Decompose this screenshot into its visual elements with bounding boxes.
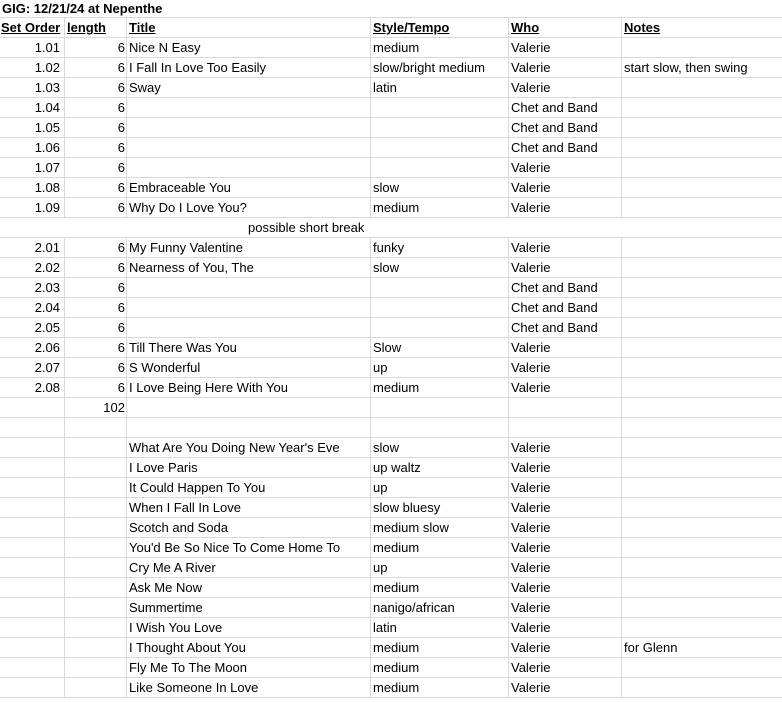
length-cell[interactable] [65,418,127,437]
length-cell[interactable] [65,478,127,497]
set-order-cell[interactable] [0,538,65,557]
who-cell[interactable]: Valerie [509,598,622,617]
style-tempo-cell[interactable] [371,318,509,337]
who-cell[interactable]: Valerie [509,618,622,637]
set-order-cell[interactable] [0,218,65,237]
set-order-cell[interactable]: 1.03 [0,78,65,97]
title-cell[interactable]: What Are You Doing New Year's Eve [127,438,371,457]
who-cell[interactable] [509,218,622,237]
notes-cell[interactable] [622,318,782,337]
set-order-cell[interactable] [0,478,65,497]
style-tempo-cell[interactable]: latin [371,618,509,637]
title-cell[interactable]: Fly Me To The Moon [127,658,371,677]
notes-cell[interactable] [622,138,782,157]
who-cell[interactable]: Valerie [509,438,622,457]
gig-title-cell[interactable]: GIG: 12/21/24 at Nepenthe [0,0,782,18]
length-cell[interactable] [65,598,127,617]
notes-cell[interactable] [622,558,782,577]
style-tempo-cell[interactable] [371,418,509,437]
who-cell[interactable]: Valerie [509,678,622,697]
who-cell[interactable]: Chet and Band [509,118,622,137]
length-cell[interactable]: 6 [65,358,127,377]
who-cell[interactable]: Chet and Band [509,138,622,157]
table-row [0,278,782,298]
title-cell[interactable]: When I Fall In Love [127,498,371,517]
title-cell[interactable]: Embraceable You [127,178,371,197]
set-order-cell[interactable]: 2.08 [0,378,65,397]
who-cell[interactable]: Valerie [509,178,622,197]
set-order-cell[interactable]: 1.07 [0,158,65,177]
header-style-tempo[interactable]: Style/Tempo [371,18,509,37]
length-cell[interactable]: 6 [65,238,127,257]
who-cell[interactable]: Valerie [509,158,622,177]
length-cell[interactable]: 6 [65,118,127,137]
table-row [0,238,782,258]
style-tempo-cell[interactable] [371,158,509,177]
length-cell[interactable] [65,498,127,517]
style-tempo-cell[interactable] [371,138,509,157]
title-cell[interactable] [127,298,371,317]
table-row [0,98,782,118]
notes-cell[interactable] [622,98,782,117]
length-cell[interactable] [65,678,127,697]
title-cell[interactable]: Till There Was You [127,338,371,357]
who-cell[interactable]: Valerie [509,558,622,577]
title-cell[interactable]: I Wish You Love [127,618,371,637]
who-cell[interactable]: Valerie [509,198,622,217]
length-cell[interactable]: 6 [65,138,127,157]
length-cell[interactable]: 6 [65,278,127,297]
set-order-cell[interactable] [0,618,65,637]
notes-cell[interactable] [622,518,782,537]
notes-cell[interactable] [622,298,782,317]
table-row [0,378,782,398]
notes-cell[interactable] [622,598,782,617]
who-cell[interactable] [509,418,622,437]
length-cell[interactable] [65,638,127,657]
style-tempo-cell[interactable] [371,218,509,237]
set-order-cell[interactable]: 1.05 [0,118,65,137]
title-cell[interactable] [127,138,371,157]
notes-cell[interactable] [622,38,782,57]
length-cell[interactable]: 6 [65,318,127,337]
table-row [0,398,782,418]
set-order-cell[interactable] [0,438,65,457]
who-cell[interactable]: Chet and Band [509,298,622,317]
title-cell[interactable]: Cry Me A River [127,558,371,577]
length-cell[interactable]: 6 [65,258,127,277]
style-tempo-cell[interactable]: medium [371,678,509,697]
notes-cell[interactable] [622,178,782,197]
who-cell[interactable]: Chet and Band [509,318,622,337]
table-row [0,338,782,358]
table-row [0,198,782,218]
set-order-cell[interactable]: 1.04 [0,98,65,117]
set-order-cell[interactable]: 2.01 [0,238,65,257]
set-order-cell[interactable]: 1.08 [0,178,65,197]
table-row [0,518,782,538]
table-row [0,438,782,458]
style-tempo-cell[interactable]: medium [371,578,509,597]
title-cell[interactable] [127,118,371,137]
set-order-cell[interactable] [0,658,65,677]
style-tempo-cell[interactable]: medium slow [371,518,509,537]
notes-cell[interactable]: start slow, then swing [624,60,748,75]
style-tempo-cell[interactable]: up [371,478,509,497]
notes-cell[interactable] [622,158,782,177]
title-cell[interactable]: My Funny Valentine [127,238,371,257]
title-cell[interactable]: Scotch and Soda [127,518,371,537]
notes-cell[interactable] [622,678,782,697]
table-row [0,418,782,438]
length-cell[interactable]: 6 [65,338,127,357]
header-length[interactable]: length [65,18,127,37]
who-cell[interactable]: Valerie [509,58,622,77]
style-tempo-cell[interactable]: slow [371,178,509,197]
style-tempo-cell[interactable] [371,278,509,297]
table-row [0,58,782,78]
who-cell[interactable]: Valerie [509,518,622,537]
title-cell[interactable]: Summertime [127,598,371,617]
length-cell[interactable]: 102 [65,398,127,417]
length-cell[interactable]: 6 [65,38,127,57]
title-cell[interactable]: S Wonderful [127,358,371,377]
length-cell[interactable]: 6 [65,78,127,97]
style-tempo-cell[interactable] [371,398,509,417]
style-tempo-cell[interactable]: slow [371,258,509,277]
who-cell[interactable]: Valerie [509,358,622,377]
style-tempo-cell[interactable]: up [371,558,509,577]
table-row [0,158,782,178]
style-tempo-cell[interactable]: Slow [371,338,509,357]
style-tempo-cell[interactable]: funky [371,238,509,257]
length-cell[interactable]: 6 [65,158,127,177]
style-tempo-cell[interactable]: medium [371,538,509,557]
who-cell[interactable] [509,398,622,417]
length-cell[interactable] [65,658,127,677]
title-cell[interactable] [127,418,371,437]
table-row [0,658,782,678]
notes-cell[interactable] [622,498,782,517]
who-cell[interactable]: Chet and Band [509,278,622,297]
table-row [0,478,782,498]
title-cell[interactable]: It Could Happen To You [127,478,371,497]
notes-cell[interactable] [622,218,782,237]
length-cell[interactable] [65,618,127,637]
title-cell[interactable]: I Fall In Love Too Easily [127,58,371,77]
length-cell[interactable] [65,218,127,237]
style-tempo-cell[interactable]: medium [371,38,509,57]
who-cell[interactable]: Valerie [509,338,622,357]
header-row [0,18,782,38]
break-label: possible short break [248,220,365,235]
length-cell[interactable] [65,578,127,597]
notes-cell[interactable] [622,258,782,277]
table-row [0,318,782,338]
who-cell[interactable]: Valerie [509,658,622,677]
notes-cell[interactable] [622,478,782,497]
title-cell[interactable] [127,318,371,337]
table-row [0,498,782,518]
set-order-cell[interactable] [0,578,65,597]
length-cell[interactable]: 6 [65,178,127,197]
length-cell[interactable] [65,438,127,457]
who-cell[interactable]: Valerie [509,258,622,277]
set-order-cell[interactable]: 2.05 [0,318,65,337]
style-tempo-cell[interactable]: up [371,358,509,377]
length-cell[interactable] [65,538,127,557]
who-cell[interactable]: Valerie [509,238,622,257]
style-tempo-cell[interactable]: medium [371,378,509,397]
style-tempo-cell[interactable]: slow bluesy [371,498,509,517]
table-row [0,298,782,318]
set-order-cell[interactable] [0,498,65,517]
title-cell[interactable]: I Love Being Here With You [127,378,371,397]
break-row [0,218,782,238]
header-notes[interactable]: Notes [624,20,661,35]
title-cell[interactable] [127,158,371,177]
who-cell[interactable]: Valerie [509,578,622,597]
table-row [0,558,782,578]
title-cell[interactable] [127,98,371,117]
notes-cell[interactable] [622,398,782,417]
set-order-cell[interactable] [0,638,65,657]
style-tempo-cell[interactable]: latin [371,78,509,97]
header-set-order[interactable]: Set Order [0,18,65,37]
title-cell[interactable]: Like Someone In Love [127,678,371,697]
length-cell[interactable]: 6 [65,98,127,117]
table-row [0,458,782,478]
table-row [0,358,782,378]
who-cell[interactable]: Valerie [509,38,622,57]
set-order-cell[interactable] [0,518,65,537]
notes-cell[interactable] [622,658,782,677]
notes-cell[interactable] [622,418,782,437]
set-order-cell[interactable] [0,418,65,437]
title-cell[interactable]: I Love Paris [127,458,371,477]
style-tempo-cell[interactable]: slow [371,438,509,457]
who-cell[interactable]: Valerie [509,458,622,477]
set-order-cell[interactable] [0,678,65,697]
set-order-cell[interactable]: 2.07 [0,358,65,377]
length-cell[interactable] [65,558,127,577]
set-order-cell[interactable]: 2.03 [0,278,65,297]
style-tempo-cell[interactable] [371,98,509,117]
table-row [0,38,782,58]
set-order-cell[interactable] [0,458,65,477]
header-who[interactable]: Who [509,18,622,37]
set-order-cell[interactable]: 2.06 [0,338,65,357]
title-cell[interactable] [127,278,371,297]
length-cell[interactable]: 6 [65,198,127,217]
title-cell[interactable] [127,398,371,417]
length-cell[interactable] [65,518,127,537]
notes-cell[interactable] [622,238,782,257]
style-tempo-cell[interactable] [371,118,509,137]
who-cell[interactable]: Valerie [509,638,622,657]
notes-cell[interactable] [622,538,782,557]
who-cell[interactable]: Valerie [509,478,622,497]
title-cell[interactable]: Nearness of You, The [127,258,371,277]
table-row [0,178,782,198]
table-row [0,78,782,98]
title-cell[interactable]: You'd Be So Nice To Come Home To [127,538,371,557]
notes-cell[interactable]: for Glenn [624,640,678,655]
notes-cell[interactable] [622,338,782,357]
style-tempo-cell[interactable] [371,298,509,317]
notes-cell[interactable] [622,118,782,137]
title-cell[interactable]: Sway [127,78,371,97]
title-cell[interactable]: I Thought About You [127,638,371,657]
who-cell[interactable]: Valerie [509,498,622,517]
style-tempo-cell[interactable]: medium [371,638,509,657]
title-cell[interactable]: Why Do I Love You? [127,198,371,217]
notes-cell[interactable] [622,438,782,457]
notes-cell[interactable] [622,358,782,377]
table-row [0,138,782,158]
table-row [0,638,782,658]
table-row [0,678,782,698]
header-title[interactable]: Title [127,18,371,37]
table-row [0,598,782,618]
title-cell[interactable]: Nice N Easy [127,38,371,57]
length-cell[interactable]: 6 [65,298,127,317]
set-order-cell[interactable]: 1.06 [0,138,65,157]
set-order-cell[interactable]: 1.09 [0,198,65,217]
notes-cell[interactable] [622,78,782,97]
set-order-cell[interactable]: 2.04 [0,298,65,317]
style-tempo-cell[interactable]: nanigo/african [371,598,509,617]
notes-cell[interactable] [622,458,782,477]
style-tempo-cell[interactable]: up waltz [371,458,509,477]
length-cell[interactable]: 6 [65,378,127,397]
style-tempo-cell[interactable]: medium [371,658,509,677]
notes-cell[interactable] [622,618,782,637]
who-cell[interactable]: Valerie [509,538,622,557]
set-order-cell[interactable]: 1.02 [0,58,65,77]
table-row [0,618,782,638]
table-row [0,538,782,558]
notes-cell[interactable] [622,278,782,297]
set-order-cell[interactable] [0,398,65,417]
set-order-cell[interactable] [0,598,65,617]
style-tempo-cell[interactable]: medium [371,198,509,217]
who-cell[interactable]: Chet and Band [509,98,622,117]
who-cell[interactable]: Valerie [509,78,622,97]
notes-cell[interactable] [622,198,782,217]
title-cell[interactable]: Ask Me Now [127,578,371,597]
length-cell[interactable]: 6 [65,58,127,77]
set-order-cell[interactable]: 1.01 [0,38,65,57]
style-tempo-cell[interactable]: slow/bright medium [371,58,509,77]
set-order-cell[interactable] [0,558,65,577]
length-cell[interactable] [65,458,127,477]
notes-cell[interactable] [622,378,782,397]
table-row [0,578,782,598]
table-row [0,258,782,278]
table-row [0,118,782,138]
notes-cell[interactable] [622,578,782,597]
who-cell[interactable]: Valerie [509,378,622,397]
set-order-cell[interactable]: 2.02 [0,258,65,277]
